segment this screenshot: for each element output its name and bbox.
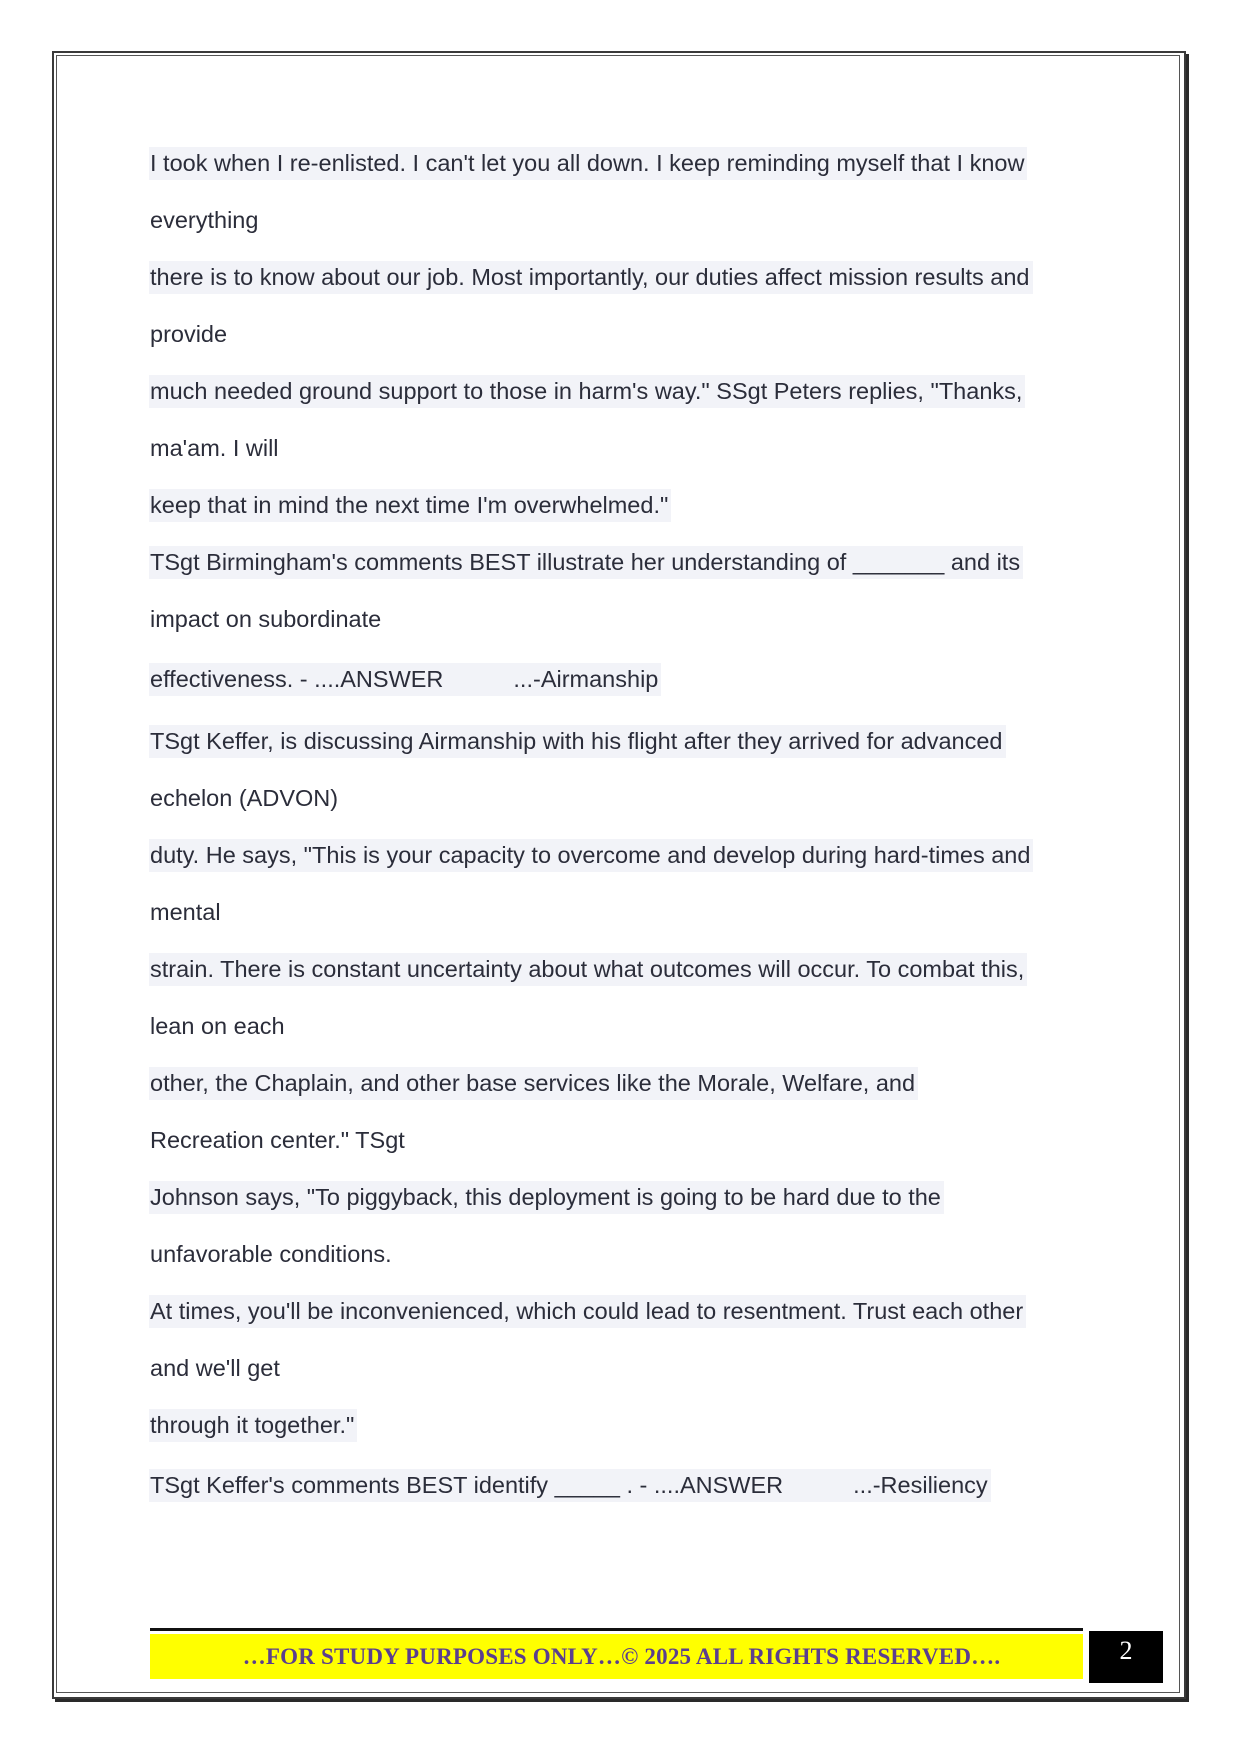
answer-prefix: effectiveness. - ....ANSWER [150,666,444,692]
body-line: echelon (ADVON) [150,785,339,811]
body-line: other, the Chaplain, and other base services like the Morale, Welfare, and [149,1067,918,1100]
body-line: Recreation center." TSgt [150,1127,405,1153]
body-line: I took when I re-enlisted. I can't let you all down. I keep reminding myself that I know [149,147,1027,180]
body-line: ma'am. I will [150,435,279,461]
question-line: impact on subordinate [150,606,382,632]
answer-line [149,663,661,696]
page-number: 2 [1089,1631,1163,1683]
answer-value: ...-Airmanship [513,666,659,692]
answer-value: ...-Resiliency [853,1472,988,1498]
body-line: provide [150,321,228,347]
answer-prefix: TSgt Keffer's comments BEST identify _____ . - ....ANSWER [150,1472,784,1498]
body-line: through it together." [149,1409,357,1442]
body-line: mental [150,899,221,925]
body-line: unfavorable conditions. [150,1241,392,1267]
body-line: lean on each [150,1013,285,1039]
footer-banner [150,1634,1083,1679]
footer-notice: …FOR STUDY PURPOSES ONLY…© 2025 ALL RIGHTS RESERVED…. [242,1643,1001,1669]
body-line: everything [150,207,259,233]
body-line: At times, you'll be inconvenienced, which could lead to resentment. Trust each other [149,1295,1026,1328]
body-line: duty. He says, "This is your capacity to overcome and develop during hard-times and [149,839,1033,872]
question-line: TSgt Birmingham's comments BEST illustrate her understanding of _______ and its [149,546,1023,579]
body-line: TSgt Keffer, is discussing Airmanship with his flight after they arrived for advanced [149,725,1006,758]
body-line: keep that in mind the next time I'm overwhelmed." [149,489,671,522]
footer-rule [150,1628,1083,1631]
body-line: much needed ground support to those in harm's way." SSgt Peters replies, "Thanks, [149,375,1025,408]
body-line: and we'll get [150,1355,280,1381]
body-line: there is to know about our job. Most importantly, our duties affect mission results and [149,261,1033,294]
body-line: Johnson says, "To piggyback, this deployment is going to be hard due to the [149,1181,944,1214]
page-border-inner [56,55,1180,1693]
answer-line [149,1469,991,1502]
body-line: strain. There is constant uncertainty about what outcomes will occur. To combat this, [149,953,1027,986]
